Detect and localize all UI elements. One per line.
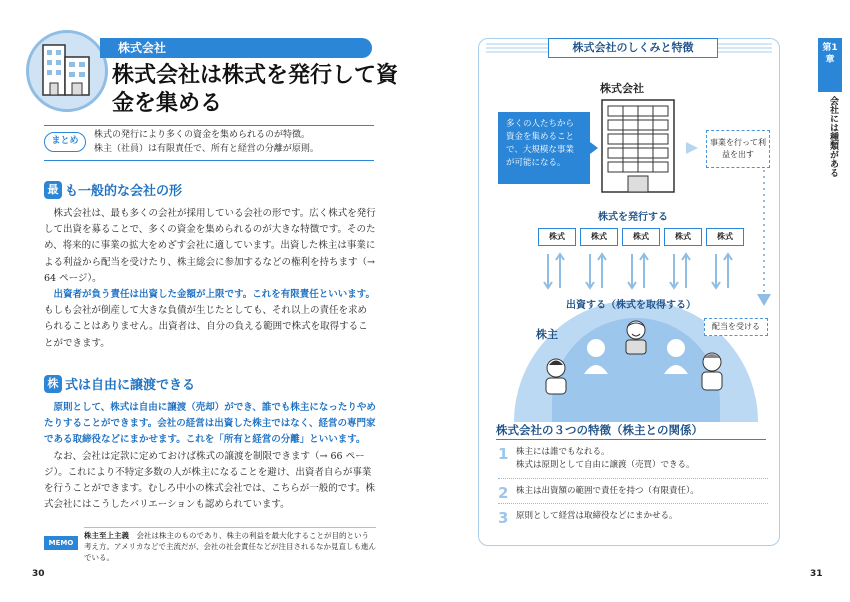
section-title: 式は自由に譲渡できる	[65, 378, 196, 393]
stock-certificate: 株式	[622, 228, 660, 246]
person-icon	[546, 359, 566, 394]
memo-body: 会社は株主のものであり、株主の利益を最大化することが目的という考え方。アメリカなどで主流だが、会社の社会責任などが注目されるなか見直しも進んでいる。	[84, 531, 376, 562]
emphasis-text: 出資者が負う責任は出資した金額が上限です。これを有限責任といいます。	[53, 289, 375, 301]
building-icon	[29, 33, 105, 109]
page-title: 株式会社は株式を発行して資金を集める	[112, 63, 399, 116]
memo-term: 株主至上主義	[84, 531, 129, 540]
feature-text: 株主は出資額の範囲で責任を持つ（有限責任）。	[516, 486, 699, 496]
divider	[498, 503, 768, 504]
feature-text: 株主には誰でもなれる。	[516, 447, 610, 457]
memo-tag: MEMO	[44, 536, 78, 550]
feature-number: 3	[498, 509, 509, 527]
section-body	[44, 400, 376, 513]
matome-badge: まとめ	[44, 132, 86, 152]
matome-line: 株主（社員）は有限責任で、所有と経営の分離が原則。	[94, 144, 319, 154]
person-icon	[702, 353, 722, 390]
stock-certificate: 株式	[664, 228, 702, 246]
category-label: 株式会社	[100, 38, 372, 58]
paragraph: 株式会社は、最も多くの会社が採用している会社の形です。広く株式を発行して出資を募ることで、多くの資金を集められるのが大きな特徴です。そのため、将来的に事業の拡大をめざす会社に適しています。出資した株主は事業による利益から配当を受けたり、株主総会に参加するなどの権利を持ちます（→ 64 ページ）。	[44, 208, 376, 284]
arrow-up-down-icon	[536, 250, 750, 292]
invest-label: 出資する（株式を取得する）	[566, 300, 696, 311]
divider	[44, 160, 374, 161]
memo-text	[84, 530, 376, 563]
section-body	[44, 206, 376, 352]
dotted-down-arrow	[754, 170, 774, 310]
info-box: 多くの人たちから資金を集めることで、大規模な事業が可能になる。	[498, 112, 590, 184]
stock-certificate: 株式	[706, 228, 744, 246]
company-label: 株式会社	[600, 82, 644, 95]
shareholder-label: 株主	[536, 328, 558, 341]
divider	[498, 478, 768, 479]
person-icon	[626, 321, 646, 354]
chapter-title: 会社には種類がある	[828, 96, 838, 177]
stock-certificate: 株式	[580, 228, 618, 246]
feature-text: 原則として経営は取締役などにまかせる。	[516, 511, 678, 521]
issue-label: 株式を発行する	[598, 212, 668, 223]
section-initial: 株	[44, 375, 62, 393]
section-initial: 最	[44, 181, 62, 199]
diagram-title: 株式会社のしくみと特徴	[548, 38, 718, 58]
building-illustration	[26, 30, 108, 112]
feature-item	[498, 446, 768, 472]
divider	[84, 527, 376, 528]
chapter-tab: 第1章	[818, 38, 842, 92]
arrow-right-icon	[684, 140, 704, 156]
page-number: 30	[32, 569, 45, 579]
paragraph	[44, 287, 376, 352]
section-heading	[44, 180, 182, 199]
page-number: 31	[810, 569, 823, 579]
divider	[496, 439, 766, 440]
matome-summary	[94, 128, 374, 156]
feature-number: 1	[498, 445, 509, 463]
divider	[44, 125, 374, 126]
shareholders-illustration	[540, 316, 730, 400]
paragraph-text: もしも会社が倒産して大きな負債が生じたとしても、それ以上の責任を求められることはありません。出資者は、自分の負える範囲で株式を取得することができます。	[44, 305, 368, 349]
stock-certificate: 株式	[538, 228, 576, 246]
feature-text: 株式は原則として自由に譲渡（売買）できる。	[516, 460, 695, 470]
dividend-box: 配当を受ける	[704, 318, 768, 336]
features-title: 株式会社の３つの特徴（株主との関係）	[496, 423, 703, 437]
feature-number: 2	[498, 484, 509, 502]
feature-item	[498, 485, 768, 501]
business-box: 事業を行って利益を出す	[706, 130, 770, 168]
company-building-icon	[598, 96, 678, 196]
matome-line: 株式の発行により多くの資金を集められるのが特徴。	[94, 130, 311, 140]
feature-item	[498, 510, 768, 526]
section-heading	[44, 374, 195, 393]
paragraph	[44, 400, 376, 449]
paragraph: なお、会社は定款に定めておけば株式の譲渡を制限できます（→ 66 ページ）。これにより不特定多数の人が株主になることを避け、出資者自らが事業を行うことができます。むしろ中小の株式会社では、こちらが一般的です。株式会社にはこうしたバリエーションも認められています。	[44, 450, 375, 511]
emphasis-text: 原則として、株式は自由に譲渡（売却）ができ、誰でも株主になったりやめたりすることができます。会社の経営は出資した株主ではなく、経営の専門家である取締役などにまかせます。これを「所有と経営の分離」といいます。	[44, 402, 376, 446]
section-title: も一般的な会社の形	[65, 184, 183, 199]
